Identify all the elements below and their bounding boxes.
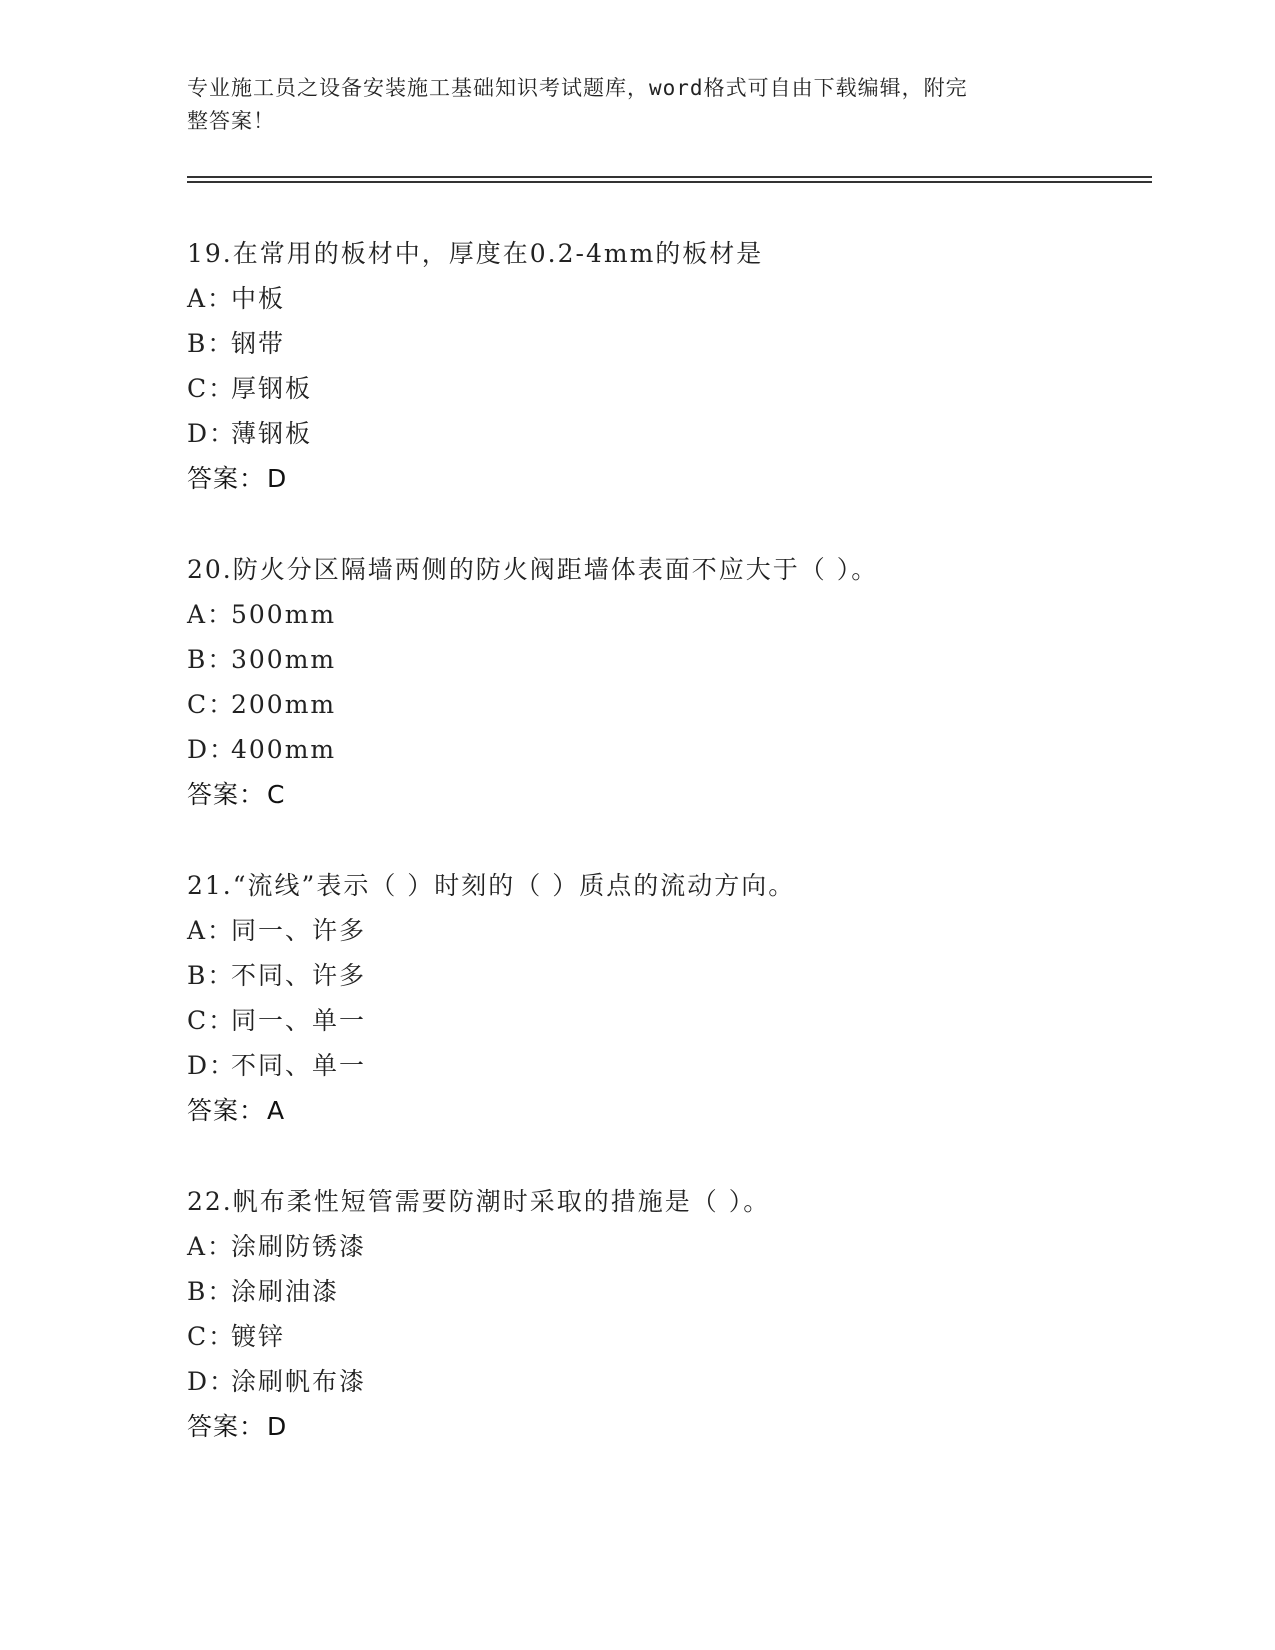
option-text: 200mm	[231, 690, 337, 719]
option-text: 钢带	[231, 329, 286, 358]
option-key: C：	[187, 374, 236, 403]
option-d	[187, 1366, 1147, 1398]
option-key: C：	[187, 690, 236, 719]
option-d	[187, 734, 1147, 766]
option-key: A：	[187, 916, 235, 945]
option-text: 同一、许多	[231, 916, 367, 945]
option-key: C：	[187, 1322, 236, 1351]
option-b	[187, 960, 1147, 992]
answer-line	[187, 779, 1147, 811]
option-text: 同一、单一	[231, 1006, 367, 1035]
answer-label: 答案：	[187, 1412, 266, 1441]
option-text: 300mm	[231, 645, 337, 674]
option-c	[187, 689, 1147, 721]
option-c	[187, 373, 1147, 405]
question-21	[187, 870, 1147, 1127]
option-text: 涂刷油漆	[231, 1277, 340, 1306]
option-text: 涂刷防锈漆	[231, 1232, 367, 1261]
header-title-line2: 整答案！	[187, 109, 275, 133]
option-b	[187, 1276, 1147, 1308]
option-c	[187, 1321, 1147, 1353]
question-stem: 19.在常用的板材中，厚度在0.2-4mm的板材是	[187, 239, 764, 268]
option-key: B：	[187, 329, 235, 358]
document-header	[187, 72, 1067, 138]
option-text: 不同、单一	[231, 1051, 367, 1080]
option-a	[187, 915, 1147, 947]
option-text: 镀锌	[231, 1322, 286, 1351]
question-19	[187, 238, 1147, 495]
option-text: 厚钢板	[231, 374, 313, 403]
header-title-line1: 专业施工员之设备安装施工基础知识考试题库，word格式可自由下载编辑，附完	[187, 76, 968, 100]
answer-line	[187, 1095, 1147, 1127]
option-key: B：	[187, 1277, 235, 1306]
option-key: D：	[187, 735, 237, 764]
question-stem: 20.防火分区隔墙两侧的防火阀距墙体表面不应大于（ ）。	[187, 555, 879, 584]
option-key: B：	[187, 961, 235, 990]
option-key: D：	[187, 1367, 237, 1396]
option-d	[187, 1050, 1147, 1082]
option-text: 500mm	[231, 600, 337, 629]
answer-line	[187, 1411, 1147, 1443]
question-22	[187, 1186, 1147, 1443]
option-key: A：	[187, 600, 235, 629]
option-d	[187, 418, 1147, 450]
answer-line	[187, 463, 1147, 495]
header-divider-bottom	[187, 181, 1152, 183]
option-key: D：	[187, 419, 237, 448]
option-key: A：	[187, 1232, 235, 1261]
answer-label: 答案：	[187, 464, 266, 493]
option-c	[187, 1005, 1147, 1037]
header-divider-top	[187, 176, 1152, 178]
option-key: C：	[187, 1006, 236, 1035]
question-stem: 21.“流线”表示（ ）时刻的（ ）质点的流动方向。	[187, 871, 796, 900]
option-b	[187, 644, 1147, 676]
option-key: A：	[187, 284, 235, 313]
answer-label: 答案：	[187, 1096, 266, 1125]
question-20	[187, 554, 1147, 811]
option-text: 薄钢板	[231, 419, 313, 448]
answer-label: 答案：	[187, 780, 266, 809]
question-stem: 22.帆布柔性短管需要防潮时采取的措施是（ ）。	[187, 1187, 771, 1216]
option-a	[187, 1231, 1147, 1263]
option-b	[187, 328, 1147, 360]
option-key: D：	[187, 1051, 237, 1080]
answer-value: C	[267, 780, 285, 809]
option-text: 400mm	[231, 735, 337, 764]
option-text: 中板	[231, 284, 286, 313]
option-a	[187, 599, 1147, 631]
answer-value: A	[267, 1096, 285, 1125]
option-a	[187, 283, 1147, 315]
answer-value: D	[267, 1412, 287, 1441]
option-key: B：	[187, 645, 235, 674]
option-text: 不同、许多	[231, 961, 367, 990]
answer-value: D	[267, 464, 287, 493]
option-text: 涂刷帆布漆	[231, 1367, 367, 1396]
